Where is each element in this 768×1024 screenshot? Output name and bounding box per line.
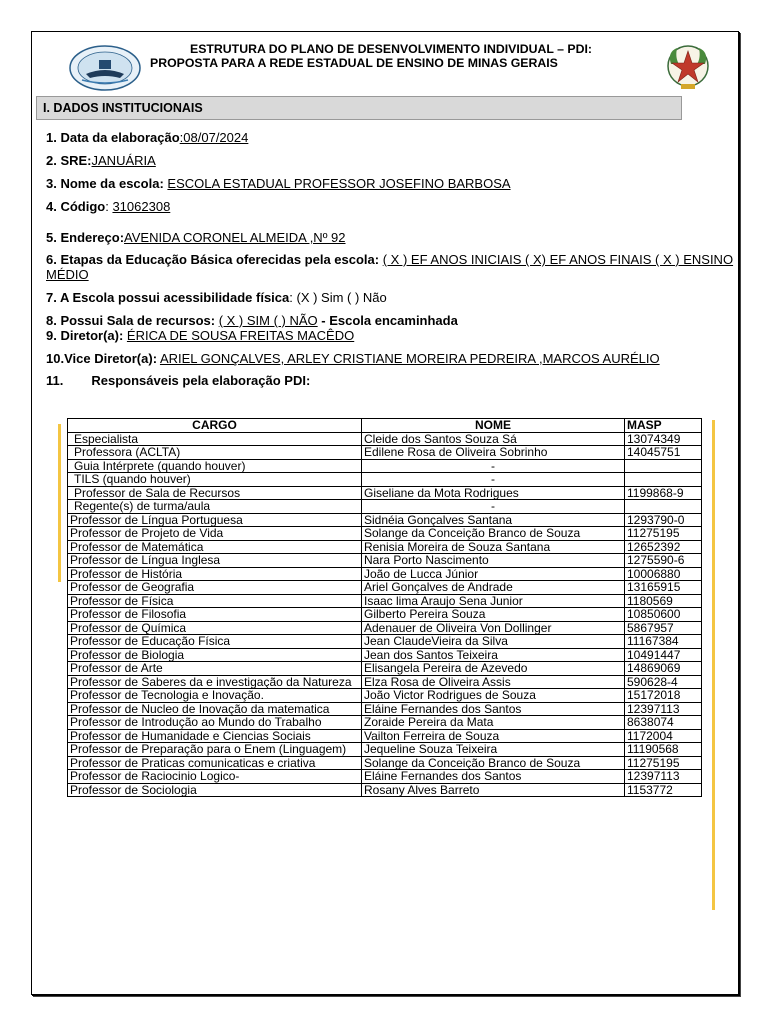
cell-nome: Edilene Rosa de Oliveira Sobrinho <box>362 446 625 460</box>
table-row <box>68 513 702 527</box>
cell-masp: 1153772 <box>625 783 702 797</box>
cell-cargo: Professor de Língua Inglesa <box>68 554 362 568</box>
cell-cargo: Professor de Nucleo de Inovação da matematica <box>68 702 362 716</box>
cell-masp: 13165915 <box>625 581 702 595</box>
cell-masp: 1180569 <box>625 594 702 608</box>
table-row <box>68 621 702 635</box>
cell-masp: 10850600 <box>625 608 702 622</box>
cell-nome: Elza Rosa de Oliveira Assis <box>362 675 625 689</box>
cell-masp: 14045751 <box>625 446 702 460</box>
cell-cargo: Professor de Língua Portuguesa <box>68 513 362 527</box>
cell-nome: Solange da Conceição Branco de Souza <box>362 756 625 770</box>
table-row <box>68 473 702 487</box>
document-title <box>150 42 620 70</box>
cell-nome: Cleide dos Santos Souza Sá <box>362 432 625 446</box>
state-coat-of-arms-icon <box>661 42 715 92</box>
responsaveis-table <box>67 418 702 797</box>
title-line-1: ESTRUTURA DO PLANO DE DESENVOLVIMENTO INDIVIDUAL – PDI: <box>190 42 592 56</box>
field-label: 4. Código <box>46 199 106 214</box>
field-value: ARIEL GONÇALVES, ARLEY CRISTIANE MOREIRA PEDREIRA ,MARCOS AURÉLIO <box>159 351 660 366</box>
cell-masp <box>625 473 702 487</box>
field-endereco <box>46 230 346 245</box>
cell-masp: 12652392 <box>625 540 702 554</box>
field-label: 9. Diretor(a): <box>46 328 124 343</box>
table-row <box>68 702 702 716</box>
field-value: JANUÁRIA <box>91 153 156 168</box>
cell-masp: 12397113 <box>625 702 702 716</box>
field-value: 31062308 <box>112 199 171 214</box>
column-header-masp: MASP <box>625 419 702 433</box>
field-number: 11. <box>46 373 64 388</box>
cell-cargo: Professor de Preparação para o Enem (Linguagem) <box>68 743 362 757</box>
cell-masp: 1293790-0 <box>625 513 702 527</box>
cell-nome: Solange da Conceição Branco de Souza <box>362 527 625 541</box>
cell-cargo: Professor de Saberes da e investigação da Natureza <box>68 675 362 689</box>
table-row <box>68 608 702 622</box>
cell-nome: Isaac lima Araujo Sena Junior <box>362 594 625 608</box>
cell-cargo: Professor de Sociologia <box>68 783 362 797</box>
field-value: ( X ) EF ANOS INICIAIS ( X) EF ANOS FINAIS ( X ) ENSINO MÉDIO <box>46 252 734 282</box>
cell-nome: Nara Porto Nascimento <box>362 554 625 568</box>
cell-cargo: Professor de Praticas comunicaticas e criativa <box>68 756 362 770</box>
cell-nome: Renisia Moreira de Souza Santana <box>362 540 625 554</box>
field-value: ESCOLA ESTADUAL PROFESSOR JOSEFINO BARBOSA <box>167 176 511 191</box>
cell-cargo: Professor de Humanidade e Ciencias Sociais <box>68 729 362 743</box>
cell-cargo: Professor de Química <box>68 621 362 635</box>
table-row <box>68 459 702 473</box>
cell-nome: Sidnéia Gonçalves Santana <box>362 513 625 527</box>
school-logo <box>68 44 142 92</box>
cell-cargo: Guia Intérprete (quando houver) <box>68 459 362 473</box>
field-suffix: - Escola encaminhada <box>321 313 458 328</box>
margin-marker <box>58 424 61 582</box>
field-label: 5. Endereço: <box>46 230 125 245</box>
table-row <box>68 446 702 460</box>
field-data-elaboracao <box>46 130 248 145</box>
field-acessibilidade <box>46 290 387 305</box>
cell-nome: Giseliane da Mota Rodrigues <box>362 486 625 500</box>
cell-nome: Jean ClaudeVieira da Silva <box>362 635 625 649</box>
cell-masp <box>625 459 702 473</box>
cell-cargo: Professor de Educação Física <box>68 635 362 649</box>
cell-cargo: Professor de Introdução ao Mundo do Trabalho <box>68 716 362 730</box>
cell-cargo: Professor de Projeto de Vida <box>68 527 362 541</box>
cell-masp: 5867957 <box>625 621 702 635</box>
table-row <box>68 716 702 730</box>
cell-nome: - <box>362 459 625 473</box>
cell-cargo: Professor de Arte <box>68 662 362 676</box>
table-row <box>68 662 702 676</box>
field-value: ÉRICA DE SOUSA FREITAS MACÊDO <box>126 328 355 343</box>
cell-cargo: Professor de Geografia <box>68 581 362 595</box>
table-row <box>68 689 702 703</box>
field-value: ( X ) SIM ( ) NÃO <box>218 313 318 328</box>
cell-nome: Gilberto Pereira Souza <box>362 608 625 622</box>
table-row <box>68 554 702 568</box>
field-value: :08/07/2024 <box>179 130 249 145</box>
cell-cargo: Professor de Filosofia <box>68 608 362 622</box>
cell-nome: - <box>362 473 625 487</box>
cell-masp: 11275195 <box>625 756 702 770</box>
cell-nome: Elisangela Pereira de Azevedo <box>362 662 625 676</box>
cell-masp: 11275195 <box>625 527 702 541</box>
cell-masp: 13074349 <box>625 432 702 446</box>
cell-cargo: Professor de Tecnologia e Inovação. <box>68 689 362 703</box>
field-sre <box>46 153 156 168</box>
table-row <box>68 729 702 743</box>
field-label: 1. Data da elaboração <box>46 130 180 145</box>
cell-cargo: Professor de História <box>68 567 362 581</box>
cell-cargo: Professor de Raciocinio Logico- <box>68 770 362 784</box>
table-row <box>68 432 702 446</box>
cell-nome: João Victor Rodrigues de Souza <box>362 689 625 703</box>
field-label: 10.Vice Diretor(a): <box>46 351 158 366</box>
column-header-cargo: CARGO <box>68 419 362 433</box>
field-responsaveis <box>46 373 310 388</box>
field-label: Responsáveis pela elaboração PDI: <box>91 373 311 388</box>
cell-masp: 1275590-6 <box>625 554 702 568</box>
field-etapas <box>46 252 736 282</box>
cell-nome: - <box>362 500 625 514</box>
field-codigo: 4. Código: 31062308 <box>46 199 171 214</box>
field-label: 3. Nome da escola: <box>46 176 164 191</box>
field-label: 7. A Escola possui acessibilidade física <box>46 290 290 305</box>
field-sala-recursos <box>46 313 458 328</box>
cell-cargo: Professora (ACLTA) <box>68 446 362 460</box>
cell-masp: 1199868-9 <box>625 486 702 500</box>
table-row <box>68 770 702 784</box>
cell-cargo: Regente(s) de turma/aula <box>68 500 362 514</box>
section-header: I. DADOS INSTITUCIONAIS <box>36 96 682 120</box>
field-label: 6. Etapas da Educação Básica oferecidas pela escola: <box>46 252 380 267</box>
cell-cargo: Especialista <box>68 432 362 446</box>
cell-masp: 8638074 <box>625 716 702 730</box>
field-vice-diretor <box>46 351 660 366</box>
cell-masp: 10006880 <box>625 567 702 581</box>
table-row <box>68 756 702 770</box>
cell-nome: Eláine Fernandes dos Santos <box>362 702 625 716</box>
cell-cargo: Professor de Sala de Recursos <box>68 486 362 500</box>
cell-nome: Zoraide Pereira da Mata <box>362 716 625 730</box>
cell-nome: Vailton Ferreira de Souza <box>362 729 625 743</box>
cell-cargo: Professor de Biologia <box>68 648 362 662</box>
table-row <box>68 783 702 797</box>
cell-masp: 10491447 <box>625 648 702 662</box>
cell-masp: 590628-4 <box>625 675 702 689</box>
field-nome-escola <box>46 176 511 191</box>
field-value: AVENIDA CORONEL ALMEIDA ,Nº 92 <box>124 230 346 245</box>
table-row <box>68 527 702 541</box>
field-label: 8. Possui Sala de recursos: <box>46 313 216 328</box>
table-row <box>68 675 702 689</box>
cell-nome: Jean dos Santos Teixeira <box>362 648 625 662</box>
table-row <box>68 486 702 500</box>
table-row <box>68 581 702 595</box>
cell-nome: João de Lucca Júnior <box>362 567 625 581</box>
cell-masp: 11167384 <box>625 635 702 649</box>
cell-masp <box>625 500 702 514</box>
cell-nome: Eláine Fernandes dos Santos <box>362 770 625 784</box>
cell-masp: 1172004 <box>625 729 702 743</box>
cell-cargo: TILS (quando houver) <box>68 473 362 487</box>
cell-nome: Ariel Gonçalves de Andrade <box>362 581 625 595</box>
table-row <box>68 743 702 757</box>
column-header-nome: NOME <box>362 419 625 433</box>
cell-cargo: Professor de Matemática <box>68 540 362 554</box>
cell-nome: Jequeline Souza Teixeira <box>362 743 625 757</box>
cell-masp: 15172018 <box>625 689 702 703</box>
table-row <box>68 594 702 608</box>
table-row <box>68 500 702 514</box>
cell-masp: 14869069 <box>625 662 702 676</box>
field-value: : (X ) Sim ( ) Não <box>289 290 387 305</box>
cell-masp: 12397113 <box>625 770 702 784</box>
field-label: 2. SRE: <box>46 153 92 168</box>
margin-marker <box>712 420 715 910</box>
cell-nome: Adenauer de Oliveira Von Dollinger <box>362 621 625 635</box>
table-header-row <box>68 419 702 433</box>
table-row <box>68 540 702 554</box>
cell-nome: Rosany Alves Barreto <box>362 783 625 797</box>
cell-cargo: Professor de Física <box>68 594 362 608</box>
cell-masp: 11190568 <box>625 743 702 757</box>
title-line-2: PROPOSTA PARA A REDE ESTADUAL DE ENSINO DE MINAS GERAIS <box>150 56 558 70</box>
table-row <box>68 648 702 662</box>
field-diretor <box>46 328 354 343</box>
table-row <box>68 635 702 649</box>
table-body <box>68 432 702 797</box>
table-row <box>68 567 702 581</box>
